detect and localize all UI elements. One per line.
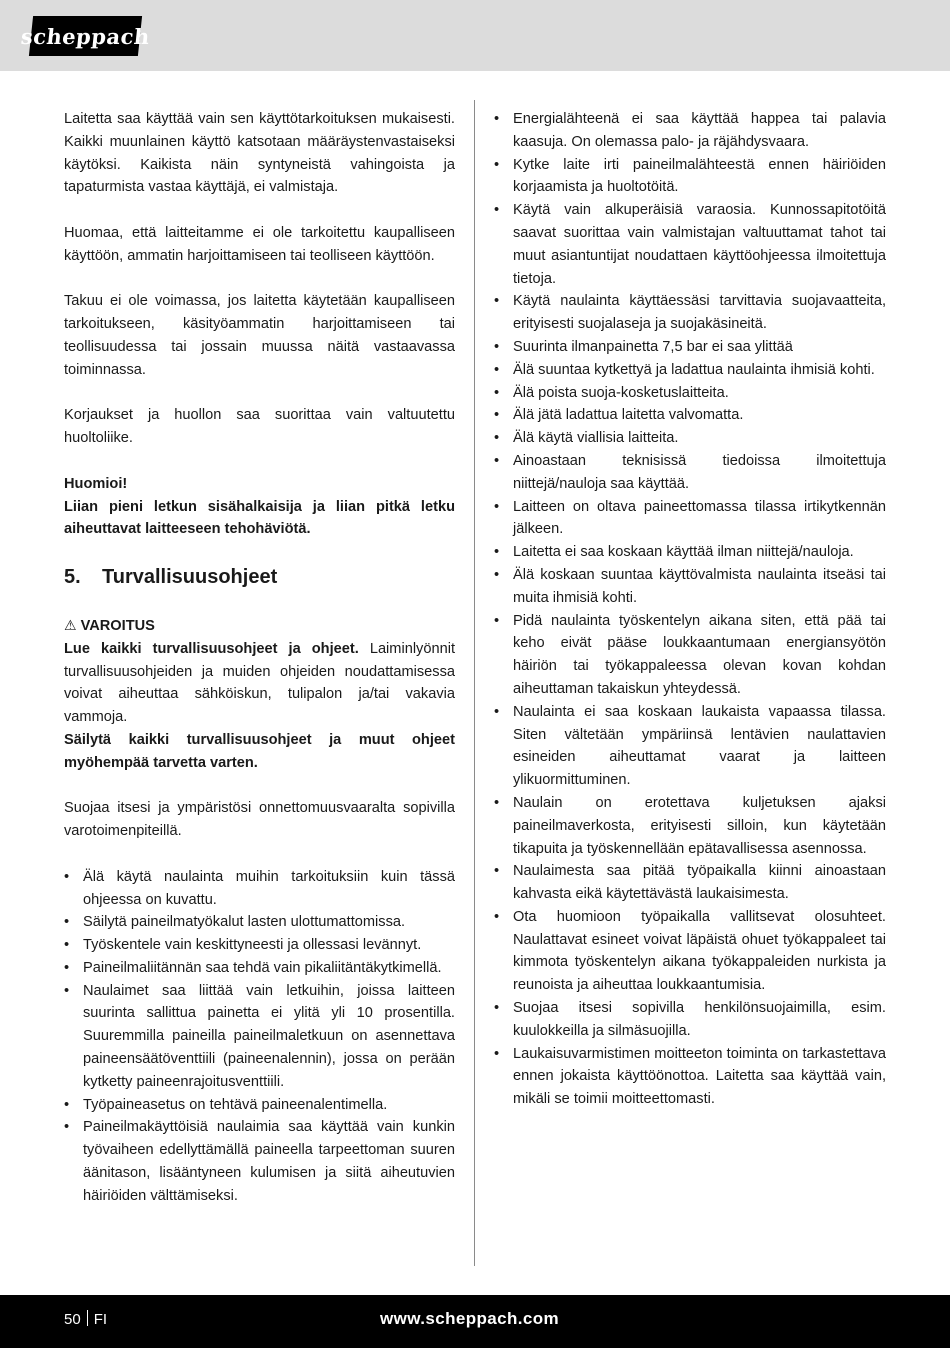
list-item: • Älä poista suoja-kosketuslaitteita. bbox=[494, 382, 886, 405]
scheppach-logo bbox=[19, 16, 152, 56]
list-item: • Työpaineasetus on tehtävä paineenalentimella. bbox=[64, 1094, 455, 1117]
page-indicator bbox=[64, 1309, 107, 1331]
list-item: • Paineilmakäyttöisiä naulaimia saa käyttää vain kunkin työvaiheen edellyttämällä paineella tarpeettoman suuren äänitason, lisääntyneen kulumisen ja siitä aiheutuvien häiriöiden välttämiseksi. bbox=[64, 1116, 455, 1207]
list-item: • Pidä naulainta työskentelyn aikana siten, että pää tai keho eivät pääse loukkaantumaan energiansyötön häiriön tai työkappaleessa olevan kovan kohdan aiheuttaman takaiskun yhteydessä. bbox=[494, 610, 886, 701]
list-item: • Suojaa itsesi sopivilla henkilönsuojaimilla, esim. kuulokkeilla ja silmäsuojilla. bbox=[494, 997, 886, 1043]
list-item: • Laitteen on oltava paineettomassa tilassa irtikytkennän jälkeen. bbox=[494, 496, 886, 542]
list-item: • Älä koskaan suuntaa käyttövalmista naulainta itseäsi tai muita ihmisiä kohti. bbox=[494, 564, 886, 610]
section-title: Turvallisuusohjeet bbox=[102, 565, 278, 588]
warning-label-row bbox=[64, 614, 455, 638]
list-item: • Älä suuntaa kytkettyä ja ladattua naulainta ihmisiä kohti. bbox=[494, 359, 886, 382]
column-divider bbox=[474, 100, 475, 1266]
list-item: • Laitetta ei saa koskaan käyttää ilman niittejä/nauloja. bbox=[494, 541, 886, 564]
list-item: • Työskentele vain keskittyneesti ja ollessasi levännyt. bbox=[64, 934, 455, 957]
list-item: • Kytke laite irti paineilmalähteestä ennen häiriöiden korjaamista ja huoltotöitä. bbox=[494, 154, 886, 200]
section-heading bbox=[64, 564, 455, 590]
list-item: • Älä jätä ladattua laitetta valvomatta. bbox=[494, 404, 886, 427]
repairs-paragraph: Korjaukset ja huollon saa suorittaa vain valtuutettu huoltoliike. bbox=[64, 407, 455, 447]
page-separator bbox=[87, 1310, 88, 1326]
list-item: • Naulaimesta saa pitää työpaikalla kiinni ainoastaan kahvasta eikä käytettävästä laukaisimesta. bbox=[494, 860, 886, 906]
list-item: • Ainoastaan teknisissä tiedoissa ilmoitettuja niittejä/nauloja saa käyttää. bbox=[494, 450, 886, 496]
list-item: • Älä käytä naulainta muihin tarkoituksiin kuin tässä ohjeessa on kuvattu. bbox=[64, 866, 455, 912]
logo-text: scheppach bbox=[19, 23, 152, 49]
warning-keep-instructions: Säilytä kaikki turvallisuusohjeet ja muut ohjeet myöhempää tarvetta varten. bbox=[64, 731, 455, 771]
right-column bbox=[494, 108, 886, 1111]
list-item: • Naulaimet saa liittää vain letkuihin, joissa laitteen suurinta sallittua painetta ei ylitä yli 10 prosentilla. Suuremmilla paineilla paineilmaletkuun on asennettava paineensäätöventtiili (paineenalennin), jossa on perään kytketty paineenrajoitusventtiili. bbox=[64, 980, 455, 1094]
intended-use-paragraph: Laitetta saa käyttää vain sen käyttötarkoituksen mukaisesti. Kaikki muunlainen käyttö katsotaan määräystenvastaiseksi käytöksi. Kaikista näin syntyneistä vahingoista ja tapaturmista vastaa käyttäjä, ei valmistaja. bbox=[64, 111, 455, 196]
language-code: FI bbox=[93, 1311, 108, 1328]
warning-triangle-icon: ⚠ bbox=[64, 616, 77, 633]
list-item: • Suurinta ilmanpainetta 7,5 bar ei saa ylittää bbox=[494, 336, 886, 359]
protect-yourself-paragraph: Suojaa itsesi ja ympäristösi onnettomuusvaaralta sopivilla varotoimenpiteillä. bbox=[64, 800, 455, 840]
left-safety-list bbox=[64, 866, 455, 1208]
page-footer bbox=[0, 1295, 950, 1348]
website-link[interactable]: www.scheppach.com bbox=[380, 1309, 560, 1328]
list-item: • Naulainta ei saa koskaan laukaista vapaassa tilassa. Siten vältetään ympäriinsä lentävien naulattavien esineiden aiheuttamat vaarat ja laitteen ylikuormittuminen. bbox=[494, 701, 886, 792]
list-item: • Käytä naulainta käyttäessäsi tarvittavia suojavaatteita, erityisesti suojalaseja ja suojakäsineitä. bbox=[494, 290, 886, 336]
list-item: • Säilytä paineilmatyökalut lasten ulottumattomissa. bbox=[64, 911, 455, 934]
warning-bold-lead: Lue kaikki turvallisuusohjeet ja ohjeet. bbox=[64, 640, 359, 657]
note-title: Huomioi! bbox=[64, 475, 128, 492]
list-item: • Laukaisuvarmistimen moitteeton toiminta on tarkastettava ennen jokaista käyttöönottoa. Laitetta saa käyttää vain, mikäli se toimii moitteettomasti. bbox=[494, 1043, 886, 1111]
list-item: • Energialähteenä ei saa käyttää happea tai palavia kaasuja. On olemassa palo- ja räjähdysvaara. bbox=[494, 108, 886, 154]
list-item: • Paineilmaliitännän saa tehdä vain pikaliitäntäkytkimellä. bbox=[64, 957, 455, 980]
list-item: • Käytä vain alkuperäisiä varaosia. Kunnossapitotöitä saavat suorittaa vain valmistajan valtuuttamat tahot tai muut asiantuntijat noudattaen käyttöohjeessa ilmoitettuja tietoja. bbox=[494, 199, 886, 290]
left-column bbox=[64, 108, 455, 1208]
section-number: 5. bbox=[64, 565, 81, 588]
page-number: 50 bbox=[64, 1311, 81, 1328]
warning-text: Laiminlyönnit turvallisuusohjeiden ja muiden ohjeiden noudattamisessa voivat aiheuttaa sähköiskun, tulipalon ja/tai vakavia vammoja. bbox=[64, 640, 455, 726]
list-item: • Ota huomioon työpaikalla vallitsevat olosuhteet. Naulattavat esineet voivat läpäistä ohuet työkappaleet tai kimmota työskentelyn aikana työkappaleiden nurkista ja reunoista ja aiheuttaa loukkaantumisia. bbox=[494, 906, 886, 997]
list-item: • Naulain on erotettava kuljetuksen ajaksi paineilmaverkosta, erityisesti silloin, kun käytetään tikapuita ja työskennellään epätavallisessa asennossa. bbox=[494, 792, 886, 860]
page-header bbox=[0, 0, 950, 71]
warranty-paragraph: Takuu ei ole voimassa, jos laitetta käytetään kaupalliseen tarkoitukseen, käsityöammatin harjoittamiseen tai teollisuudessa tai jossain muussa näitä vastaavassa toiminnassa. bbox=[64, 293, 455, 378]
list-item: • Älä käytä viallisia laitteita. bbox=[494, 427, 886, 450]
note-text: Liian pieni letkun sisähalkaisija ja liian pitkä letku aiheuttavat laitteeseen tehohäviötä. bbox=[64, 498, 455, 538]
warning-label: VAROITUS bbox=[80, 617, 155, 634]
commercial-use-paragraph: Huomaa, että laitteitamme ei ole tarkoitettu kaupalliseen käyttöön, ammatin harjoittamiseen tai teolliseen käyttöön. bbox=[64, 224, 455, 264]
warning-paragraph bbox=[64, 638, 455, 729]
right-safety-list bbox=[494, 108, 886, 1111]
